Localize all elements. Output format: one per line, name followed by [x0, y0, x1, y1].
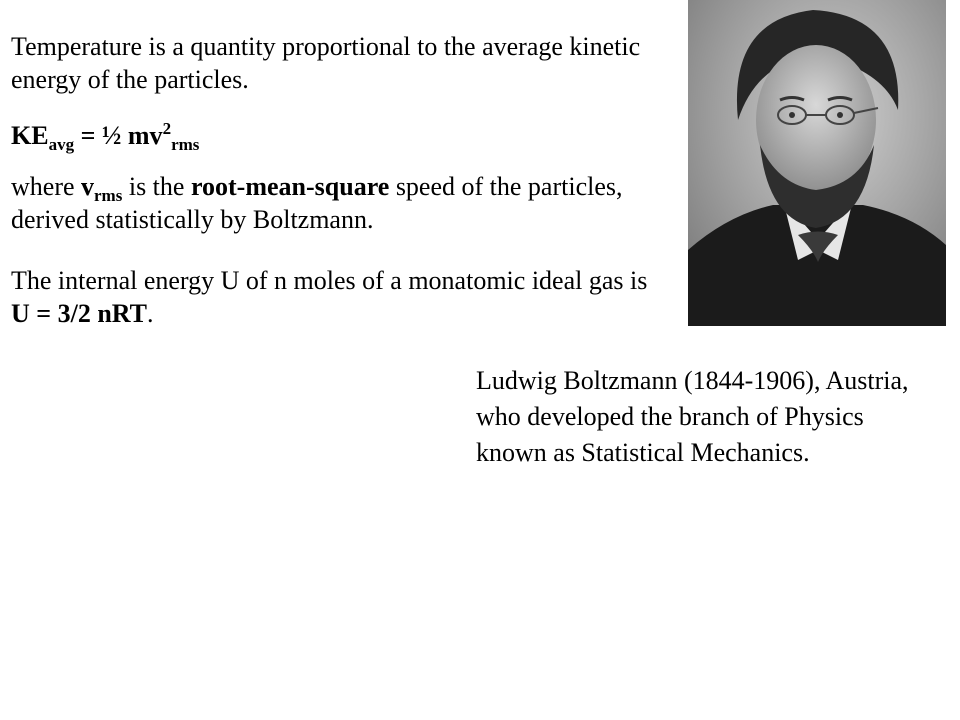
v-rms-subscript: rms [94, 186, 123, 205]
formula-rms-subscript: rms [171, 135, 200, 154]
rms-speed-explanation [11, 170, 671, 236]
portrait-caption: Ludwig Boltzmann (1844-1906), Austria, who developed the branch of Physics known as Statistical Mechanics. [476, 366, 909, 467]
internal-energy-text: The internal energy U of n moles of a monatomic ideal gas is [11, 266, 648, 295]
period: . [146, 299, 154, 328]
rms-term: root-mean-square [190, 172, 390, 201]
boltzmann-portrait [688, 0, 946, 326]
temperature-definition: Temperature is a quantity proportional to the average kinetic energy of the particles. [11, 32, 641, 94]
formula-avg-subscript: avg [48, 135, 75, 154]
is-the-text: is the [122, 172, 191, 201]
formula-equals: = ½ mv [74, 121, 163, 150]
internal-energy-equation: U = 3/2 nRT [11, 299, 147, 328]
internal-energy-statement [11, 264, 671, 330]
kinetic-energy-formula [11, 119, 671, 152]
rms-rest-text: speed of the particles, derived statistically by Boltzmann. [11, 172, 623, 234]
where-text: where [11, 172, 82, 201]
formula-square-superscript: 2 [162, 119, 172, 138]
v-symbol: v [81, 172, 95, 201]
formula-ke: KE [11, 121, 49, 150]
